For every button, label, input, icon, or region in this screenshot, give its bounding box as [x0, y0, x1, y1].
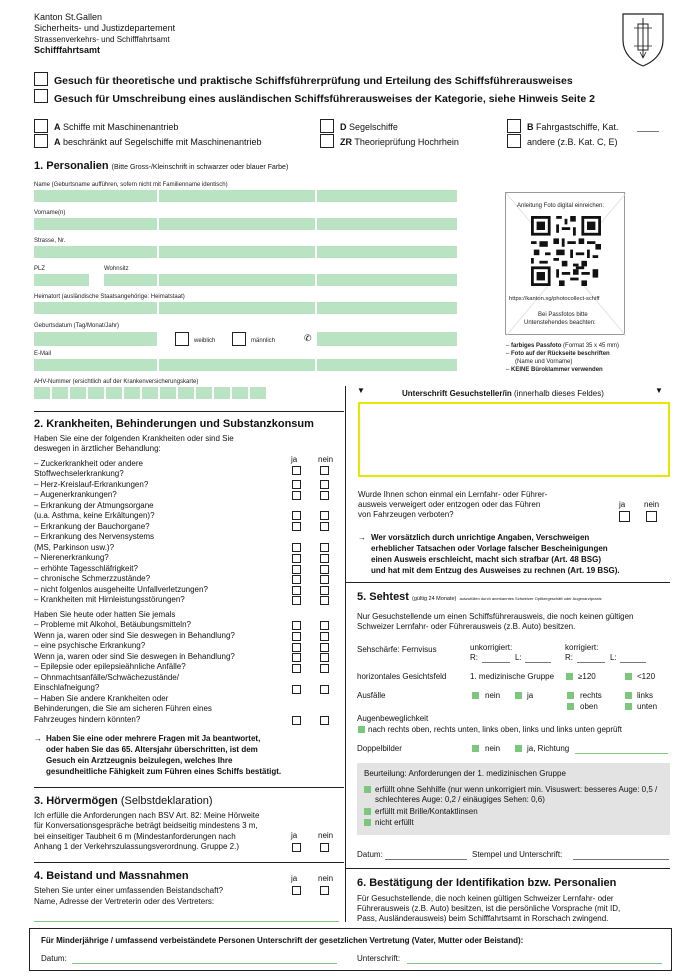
- vision-uncorr-r-label: R:: [470, 653, 478, 662]
- vision-failures-label: Ausfälle: [357, 691, 386, 700]
- zip-label: PLZ: [34, 266, 46, 272]
- name-field-1[interactable]: [34, 190, 157, 202]
- female-checkbox[interactable]: [175, 332, 189, 346]
- origin-label: Heimatort (ausländische Staatsangehörige: Heimatstaat): [34, 294, 185, 300]
- application-exam-label: Gesuch für theoretische und praktische Schiffsführerprüfung und Erteilung des Schiffsführerausweises: [54, 75, 573, 87]
- vision-uncorrected-label: unkorrigiert:: [470, 643, 513, 652]
- guardian-q1: Stehen Sie unter einer umfassenden Beistandschaft?: [34, 886, 224, 895]
- hearing-line-4: Anhang 1 der Verkehrszulassungsverordnung. Gruppe 2.): [34, 842, 240, 851]
- vision-uncorr-l-label: L:: [515, 653, 522, 662]
- section-identity-title: 6. Bestätigung der Identifikation bzw. Personalien: [357, 877, 617, 889]
- health-item-2: Wenn ja, waren oder sind Sie deswegen in Behandlung?: [34, 652, 235, 661]
- health2-yes-checkbox[interactable]: [292, 621, 301, 630]
- health-item: – Augenerkrankungen?: [34, 490, 117, 499]
- street-label: Strasse, Nr.: [34, 238, 66, 244]
- health2-yes-checkbox[interactable]: [292, 643, 301, 652]
- ahv-field-4[interactable]: [88, 387, 104, 399]
- vision-intro-1: Nur Gesuchstellende um einen Schiffsführerausweis, die noch keinen gültigen: [357, 612, 634, 621]
- female-label: weiblich: [194, 338, 216, 344]
- health-no-checkbox[interactable]: [320, 480, 329, 489]
- office-name: Strassenverkehrs- und Schifffahrtsamt: [34, 35, 170, 44]
- ahv-field-5[interactable]: [106, 387, 122, 399]
- warning-line-2: erheblicher Tatsachen oder Vorlage falscher Bescheinigungen: [371, 544, 608, 553]
- health2-no-checkbox[interactable]: [320, 685, 329, 694]
- vision-top-label: oben: [580, 702, 598, 711]
- health-intro-2: deswegen in ärztlicher Behandlung:: [34, 444, 161, 453]
- vision-intro-2: Schweizer Lernfahr- oder Führerausweis (z.B. Auto) besitzen.: [357, 622, 576, 631]
- warning-arrow-icon: →: [358, 533, 366, 542]
- health-item-2: – Probleme mit Alkohol, Betäubungsmitteln?: [34, 620, 191, 629]
- vision-motility-options: nach rechts oben, rechts unten, links oben, links und links unten geprüft: [368, 725, 622, 734]
- health-intro-1: Haben Sie eine der folgenden Krankheiten oder sind Sie: [34, 434, 234, 443]
- photo-rule-1: – farbiges Passfoto (Format 35 x 45 mm): [506, 343, 620, 349]
- hearing-line-2: für Konversationsgespräche beträgt beidseitig mindestens 3 m,: [34, 821, 258, 830]
- health-item-2: Wenn ja, waren oder sind Sie deswegen in Behandlung?: [34, 631, 235, 640]
- hearing-line-3: bei einseitiger Taubheit 6 m (Mindestanforderungen nach: [34, 832, 236, 841]
- health-item-2: – eine psychische Erkrankung?: [34, 641, 146, 650]
- health-yes-header: ja: [291, 455, 298, 464]
- health-item: – nicht folgenlos ausgeheilte Unfallverletzungen?: [34, 585, 208, 594]
- firstname-field-3[interactable]: [317, 218, 457, 230]
- city-label: Wohnsitz: [104, 266, 129, 272]
- city-field-2[interactable]: [159, 274, 315, 286]
- vision-right-label: rechts: [580, 691, 602, 700]
- guardian-representative-field[interactable]: [34, 921, 339, 922]
- vision-bottom-label: unten: [637, 702, 658, 711]
- health-item: – chronische Schmerzzustände?: [34, 574, 151, 583]
- health-item: (MS, Parkinson usw.)?: [34, 543, 115, 552]
- health2-yes-checkbox[interactable]: [292, 632, 301, 641]
- health-item: – Nierenerkrankung?: [34, 553, 109, 562]
- health-note-1: Haben Sie eine oder mehrere Fragen mit Ja beantwortet,: [46, 734, 261, 743]
- health-item: – erhöhte Tagesschläfrigkeit?: [34, 564, 138, 573]
- guardian-yes-label: ja: [291, 874, 298, 883]
- health-yes-checkbox[interactable]: [292, 554, 301, 563]
- health-no-checkbox[interactable]: [320, 596, 329, 605]
- health-yes-checkbox[interactable]: [292, 491, 301, 500]
- health-yes-checkbox[interactable]: [292, 575, 301, 584]
- vision-assessment-failed-label: nicht erfüllt: [375, 818, 414, 827]
- zip-field[interactable]: [34, 274, 89, 286]
- vision-corr-l-label: L:: [610, 653, 617, 662]
- health2-yes-checkbox[interactable]: [292, 653, 301, 662]
- minor-date-field[interactable]: [72, 963, 337, 964]
- ahv-field-9[interactable]: [178, 387, 194, 399]
- health-item: – Herz-Kreislauf-Erkrankungen?: [34, 480, 149, 489]
- name-label: Name (Geburtsname aufführen, sofern nicht mit Familienname identisch): [34, 182, 228, 188]
- health2-no-checkbox[interactable]: [320, 643, 329, 652]
- guardian-no-checkbox[interactable]: [320, 886, 329, 895]
- photo-instruction: Anleitung Foto digital einreichen:: [517, 203, 605, 209]
- vision-assessment-glasses-checkbox[interactable]: [364, 808, 371, 815]
- warning-line-4: und hat mit dem Entzug des Ausweises zu rechnen (Art. 19 BSG).: [371, 566, 620, 575]
- application-conversion-checkbox[interactable]: [34, 89, 48, 103]
- vision-uncorr-r-field[interactable]: [482, 662, 510, 663]
- minor-signature-text: Für Minderjährige / umfassend verbeiständete Personen Unterschrift der gesetzlichen Vertretung (Vater, Mutter oder Beistand):: [41, 936, 524, 945]
- vision-left-label: links: [637, 691, 654, 700]
- vision-failures-yes-checkbox[interactable]: [515, 692, 522, 699]
- photo-rule-2-note: (Name und Vorname): [515, 359, 573, 365]
- health-item: – Erkrankung der Bauchorgane?: [34, 522, 150, 531]
- male-checkbox[interactable]: [232, 332, 246, 346]
- hearing-yes-checkbox[interactable]: [292, 843, 301, 852]
- street-field-1[interactable]: [34, 246, 157, 258]
- ahv-field-3[interactable]: [70, 387, 86, 399]
- hearing-no-label: nein: [318, 831, 334, 840]
- origin-field-1[interactable]: [34, 302, 157, 314]
- ahv-field-1[interactable]: [34, 387, 50, 399]
- vision-motility-label: Augenbeweglichkeit: [357, 714, 429, 723]
- health-item: – Krankheiten mit Hirnleistungsstörungen?: [34, 595, 185, 604]
- birthdate-field[interactable]: [34, 332, 157, 346]
- vision-lt120-label: <120: [637, 672, 656, 681]
- vision-corr-r-field[interactable]: [577, 662, 605, 663]
- health2-yes-checkbox[interactable]: [292, 716, 301, 725]
- vision-stamp-field[interactable]: [573, 859, 669, 860]
- signature-arrow-left-icon: ▼: [357, 386, 365, 395]
- health-item: Stoffwechselerkrankung?: [34, 469, 124, 478]
- health-item: – Erkrankung des Nervensystems: [34, 532, 155, 541]
- health-no-header: nein: [318, 455, 334, 464]
- health2-no-checkbox[interactable]: [320, 653, 329, 662]
- division-name: Schifffahrtsamt: [34, 45, 101, 55]
- category-b-checkbox[interactable]: [507, 119, 521, 133]
- health-yes-checkbox[interactable]: [292, 480, 301, 489]
- vision-assessment-ok-label-1: erfüllt ohne Sehhilfe (nur wenn unkorrigiert min. Visuswert: besseres Auge: 0,5 /: [375, 785, 658, 794]
- vision-date-field[interactable]: [385, 859, 467, 860]
- firstname-label: Vorname(n): [34, 210, 66, 216]
- minor-signature-label: Unterschrift:: [357, 954, 401, 963]
- photo-rule-2: – Foto auf der Rückseite beschriften: [506, 351, 610, 357]
- ahv-field-8[interactable]: [160, 387, 176, 399]
- vision-assessment-ok-checkbox[interactable]: [364, 786, 371, 793]
- learner-q3: von Fahrzeugen verboten?: [358, 510, 454, 519]
- vision-ge120-checkbox[interactable]: [566, 673, 573, 680]
- street-field-3[interactable]: [317, 246, 457, 258]
- health-no-checkbox[interactable]: [320, 466, 329, 475]
- vision-group-label: 1. medizinische Gruppe: [470, 672, 555, 681]
- vision-ge120-label: ≥120: [578, 672, 596, 681]
- email-label: E-Mail: [34, 351, 52, 357]
- vision-double-direction-label: ja, Richtung: [527, 744, 570, 753]
- health-item-2: – Haben Sie andere Krankheiten oder: [34, 694, 169, 703]
- birthdate-label: Geburtsdatum (Tag/Monat/Jahr): [34, 323, 120, 329]
- name-field-3[interactable]: [317, 190, 457, 202]
- vision-date-label: Datum:: [357, 850, 383, 859]
- ahv-field-6[interactable]: [124, 387, 140, 399]
- ahv-field-2[interactable]: [52, 387, 68, 399]
- email-field-1[interactable]: [34, 359, 157, 371]
- male-label: männlich: [251, 338, 276, 344]
- hearing-line-1: Ich erfülle die Anforderungen nach BSV Art. 82: Meine Hörweite: [34, 811, 260, 820]
- category-b-blank[interactable]: [637, 131, 659, 132]
- learner-q1: Wurde Ihnen schon einmal ein Lernfahr- oder Führer-: [358, 490, 548, 499]
- minor-signature-field[interactable]: [407, 963, 662, 964]
- ahv-field-10[interactable]: [196, 387, 212, 399]
- vision-corrected-label: korrigiert:: [565, 643, 599, 652]
- vision-field-label: horizontales Gesichtsfeld: [357, 672, 447, 681]
- health2-no-checkbox[interactable]: [320, 664, 329, 673]
- health2-no-checkbox[interactable]: [320, 716, 329, 725]
- health2-no-checkbox[interactable]: [320, 632, 329, 641]
- identity-line-1: Für Gesuchstellende, die noch keinen gültigen Schweizer Lernfahr- oder: [357, 894, 614, 903]
- category-zr-label: ZR Theorieprüfung Hochrhein: [340, 137, 459, 147]
- identity-line-3: Pass, Ausländerausweis) beim Schifffahrtsamt in Rorschach zwingend.: [357, 914, 609, 923]
- vision-uncorr-l-field[interactable]: [525, 662, 551, 663]
- signature-field[interactable]: [358, 402, 670, 477]
- health-yes-checkbox[interactable]: [292, 596, 301, 605]
- minor-date-label: Datum:: [41, 954, 67, 963]
- vision-failures-no-checkbox[interactable]: [472, 692, 479, 699]
- section-vision-title: 5. Sehtest (gültig 24 Monate) auszufüllen durch anerkanntes Schweizer Optikergeschäft oder Augenarztpraxis: [357, 591, 602, 603]
- health-yes-checkbox[interactable]: [292, 586, 301, 595]
- vision-corr-r-label: R:: [565, 653, 573, 662]
- vision-double-no-label: nein: [485, 744, 501, 753]
- photo-rule-3: – KEINE Büroklammer verwenden: [506, 367, 603, 373]
- divider-health: [34, 787, 344, 788]
- health-item: – Zuckerkrankheit oder andere: [34, 459, 143, 468]
- health-item: (u.a. Asthma, keine Erkältungen)?: [34, 511, 155, 520]
- health-no-checkbox[interactable]: [320, 575, 329, 584]
- qr-code-icon: [531, 216, 601, 286]
- divider-hearing: [34, 862, 344, 863]
- identity-line-2: Führerausweis (z.B. Auto) besitzen, ist die persönliche Vorsprache (mit ID,: [357, 904, 621, 913]
- application-exam-checkbox[interactable]: [34, 72, 48, 86]
- health-note-arrow-icon: →: [34, 734, 42, 743]
- coat-of-arms-icon: [621, 12, 665, 68]
- health-item-2: – Ohnmachtsanfälle/Schwächezustände/: [34, 673, 179, 682]
- health-item-2: Fahrzeuges hindern könnten?: [34, 715, 141, 724]
- health-no-checkbox[interactable]: [320, 511, 329, 520]
- origin-field-2[interactable]: [159, 302, 315, 314]
- health2-yes-checkbox[interactable]: [292, 664, 301, 673]
- health-no-checkbox[interactable]: [320, 543, 329, 552]
- vision-motility-checkbox[interactable]: [358, 726, 365, 733]
- guardian-no-label: nein: [318, 874, 334, 883]
- health2-yes-checkbox[interactable]: [292, 685, 301, 694]
- minor-signature-box: [29, 928, 672, 971]
- learner-q2: ausweis verweigert oder entzogen oder das Führen: [358, 500, 541, 509]
- category-a-checkbox[interactable]: [34, 119, 48, 133]
- vision-bottom-checkbox[interactable]: [625, 703, 632, 710]
- vision-stamp-label: Stempel und Unterschrift:: [472, 850, 563, 859]
- category-b-label: B Fahrgastschiffe, Kat.: [527, 122, 619, 132]
- department-name: Sicherheits- und Justizdepartement: [34, 23, 176, 33]
- vision-acuity-label: Sehschärfe: Fernvisus: [357, 645, 437, 654]
- signature-label: Unterschrift Gesuchsteller/in (innerhalb dieses Feldes): [402, 389, 604, 398]
- vision-top-checkbox[interactable]: [567, 703, 574, 710]
- origin-field-3[interactable]: [317, 302, 457, 314]
- phone-icon: ✆: [304, 333, 312, 343]
- warning-line-3: einen Ausweis erschleicht, macht sich strafbar (Art. 48 BSG): [371, 555, 601, 564]
- learner-no-checkbox[interactable]: [646, 511, 657, 522]
- health-yes-checkbox[interactable]: [292, 522, 301, 531]
- ahv-field-11[interactable]: [214, 387, 230, 399]
- street-field-2[interactable]: [159, 246, 315, 258]
- vision-lt120-checkbox[interactable]: [625, 673, 632, 680]
- vision-double-yes-checkbox[interactable]: [515, 745, 522, 752]
- firstname-field-2[interactable]: [159, 218, 315, 230]
- vision-left-checkbox[interactable]: [625, 692, 632, 699]
- category-a2-label: A beschränkt auf Segelschiffe mit Maschinenantrieb: [54, 137, 262, 147]
- health-item: – Erkrankung der Atmungsorgane: [34, 501, 154, 510]
- phone-field[interactable]: [317, 332, 457, 346]
- learner-yes-label: ja: [619, 500, 626, 509]
- vision-failures-no-label: nein: [485, 691, 501, 700]
- health-no-checkbox[interactable]: [320, 554, 329, 563]
- vision-assessment-failed-checkbox[interactable]: [364, 819, 371, 826]
- category-a-label: A Schiffe mit Maschinenantrieb: [54, 122, 179, 132]
- health-yes-checkbox[interactable]: [292, 511, 301, 520]
- health-note-4: gesundheitliche Fähigkeit zum Führen eines Schiffs bestätigt.: [46, 767, 282, 776]
- section-hearing-title: 3. Hörvermögen (Selbstdeklaration): [34, 795, 213, 807]
- vision-double-no-checkbox[interactable]: [472, 745, 479, 752]
- vision-failures-yes-label: ja: [527, 691, 534, 700]
- health-yes-checkbox[interactable]: [292, 466, 301, 475]
- guardian-yes-checkbox[interactable]: [292, 886, 301, 895]
- vision-right-checkbox[interactable]: [567, 692, 574, 699]
- health2-no-checkbox[interactable]: [320, 621, 329, 630]
- section-health-title: 2. Krankheiten, Behinderungen und Substanzkonsum: [34, 418, 314, 430]
- section-personal-title: 1. Personalien (Bitte Gross-/Kleinschrift in schwarzer oder blauer Farbe): [34, 160, 289, 172]
- health-item-2: Einschlafneigung?: [34, 683, 100, 692]
- health-no-checkbox[interactable]: [320, 522, 329, 531]
- health-item-2: Behinderungen, die Sie am sicheren Führen eines: [34, 704, 212, 713]
- photo-note-1: Bei Passfotos bitte: [538, 312, 588, 318]
- category-d-label: D Segelschiffe: [340, 122, 398, 132]
- hearing-no-checkbox[interactable]: [320, 843, 329, 852]
- category-d-checkbox[interactable]: [320, 119, 334, 133]
- vision-double-direction-field[interactable]: [575, 753, 668, 754]
- vision-double-label: Doppelbilder: [357, 744, 402, 753]
- learner-yes-checkbox[interactable]: [619, 511, 630, 522]
- email-field-2[interactable]: [159, 359, 315, 371]
- divider-warning: [346, 582, 670, 583]
- column-divider: [345, 386, 346, 922]
- vision-assessment-ok-label-2: schlechteres Auge: 0,2 / einäugiges Sehen: 0,6): [375, 795, 545, 804]
- category-other-checkbox[interactable]: [507, 134, 521, 148]
- health-intro-3: Haben Sie heute oder hatten Sie jemals: [34, 610, 176, 619]
- ahv-field-12[interactable]: [232, 387, 248, 399]
- vision-assessment-title: Beurteilung: Anforderungen der 1. medizinischen Gruppe: [364, 769, 566, 778]
- signature-arrow-right-icon: ▼: [655, 386, 663, 395]
- category-other-label: andere (z.B. Kat. C, E): [527, 137, 618, 147]
- category-a2-checkbox[interactable]: [34, 134, 48, 148]
- divider-vision: [346, 868, 670, 869]
- application-conversion-label: Gesuch für Umschreibung eines ausländischen Schiffsführerausweises der Kategorie, siehe Hinweis Seite 2: [54, 93, 595, 105]
- health-note-3: Gesuch ein Arztzeugnis beizulegen, welches Ihre: [46, 756, 233, 765]
- photo-url[interactable]: https://kanton.sg/photocollect-schiff: [509, 296, 600, 302]
- photo-note-2: Untenstehendes beachten:: [524, 320, 596, 326]
- health-yes-checkbox[interactable]: [292, 565, 301, 574]
- firstname-field-1[interactable]: [34, 218, 157, 230]
- section-guardian-title: 4. Beistand und Massnahmen: [34, 870, 189, 882]
- health-no-checkbox[interactable]: [320, 565, 329, 574]
- health-note-2: oder haben Sie das 65. Altersjahr überschritten, ist dem: [46, 745, 258, 754]
- city-field-1[interactable]: [104, 274, 157, 286]
- vision-corr-l-field[interactable]: [620, 662, 646, 663]
- ahv-field-13[interactable]: [250, 387, 266, 399]
- divider-personal: [34, 411, 344, 412]
- name-field-2[interactable]: [159, 190, 315, 202]
- guardian-q2: Name, Adresse der Vertreterin oder des Vertreters:: [34, 897, 215, 906]
- category-zr-checkbox[interactable]: [320, 134, 334, 148]
- health-no-checkbox[interactable]: [320, 491, 329, 500]
- warning-line-1: Wer vorsätzlich durch unrichtige Angaben, Verschweigen: [371, 533, 590, 542]
- hearing-yes-label: ja: [291, 831, 298, 840]
- health-item-2: – Epilepsie oder epilepsieähnliche Anfälle?: [34, 662, 186, 671]
- ahv-label: AHV-Nummer (ersichtlich auf der Krankenversicherungskarte): [34, 379, 199, 385]
- health-yes-checkbox[interactable]: [292, 543, 301, 552]
- canton-name: Kanton St.Gallen: [34, 12, 103, 22]
- city-field-3[interactable]: [317, 274, 457, 286]
- ahv-field-7[interactable]: [142, 387, 158, 399]
- learner-no-label: nein: [644, 500, 660, 509]
- vision-assessment-glasses-label: erfüllt mit Brille/Kontaktlinsen: [375, 807, 478, 816]
- email-field-3[interactable]: [317, 359, 457, 371]
- health-no-checkbox[interactable]: [320, 586, 329, 595]
